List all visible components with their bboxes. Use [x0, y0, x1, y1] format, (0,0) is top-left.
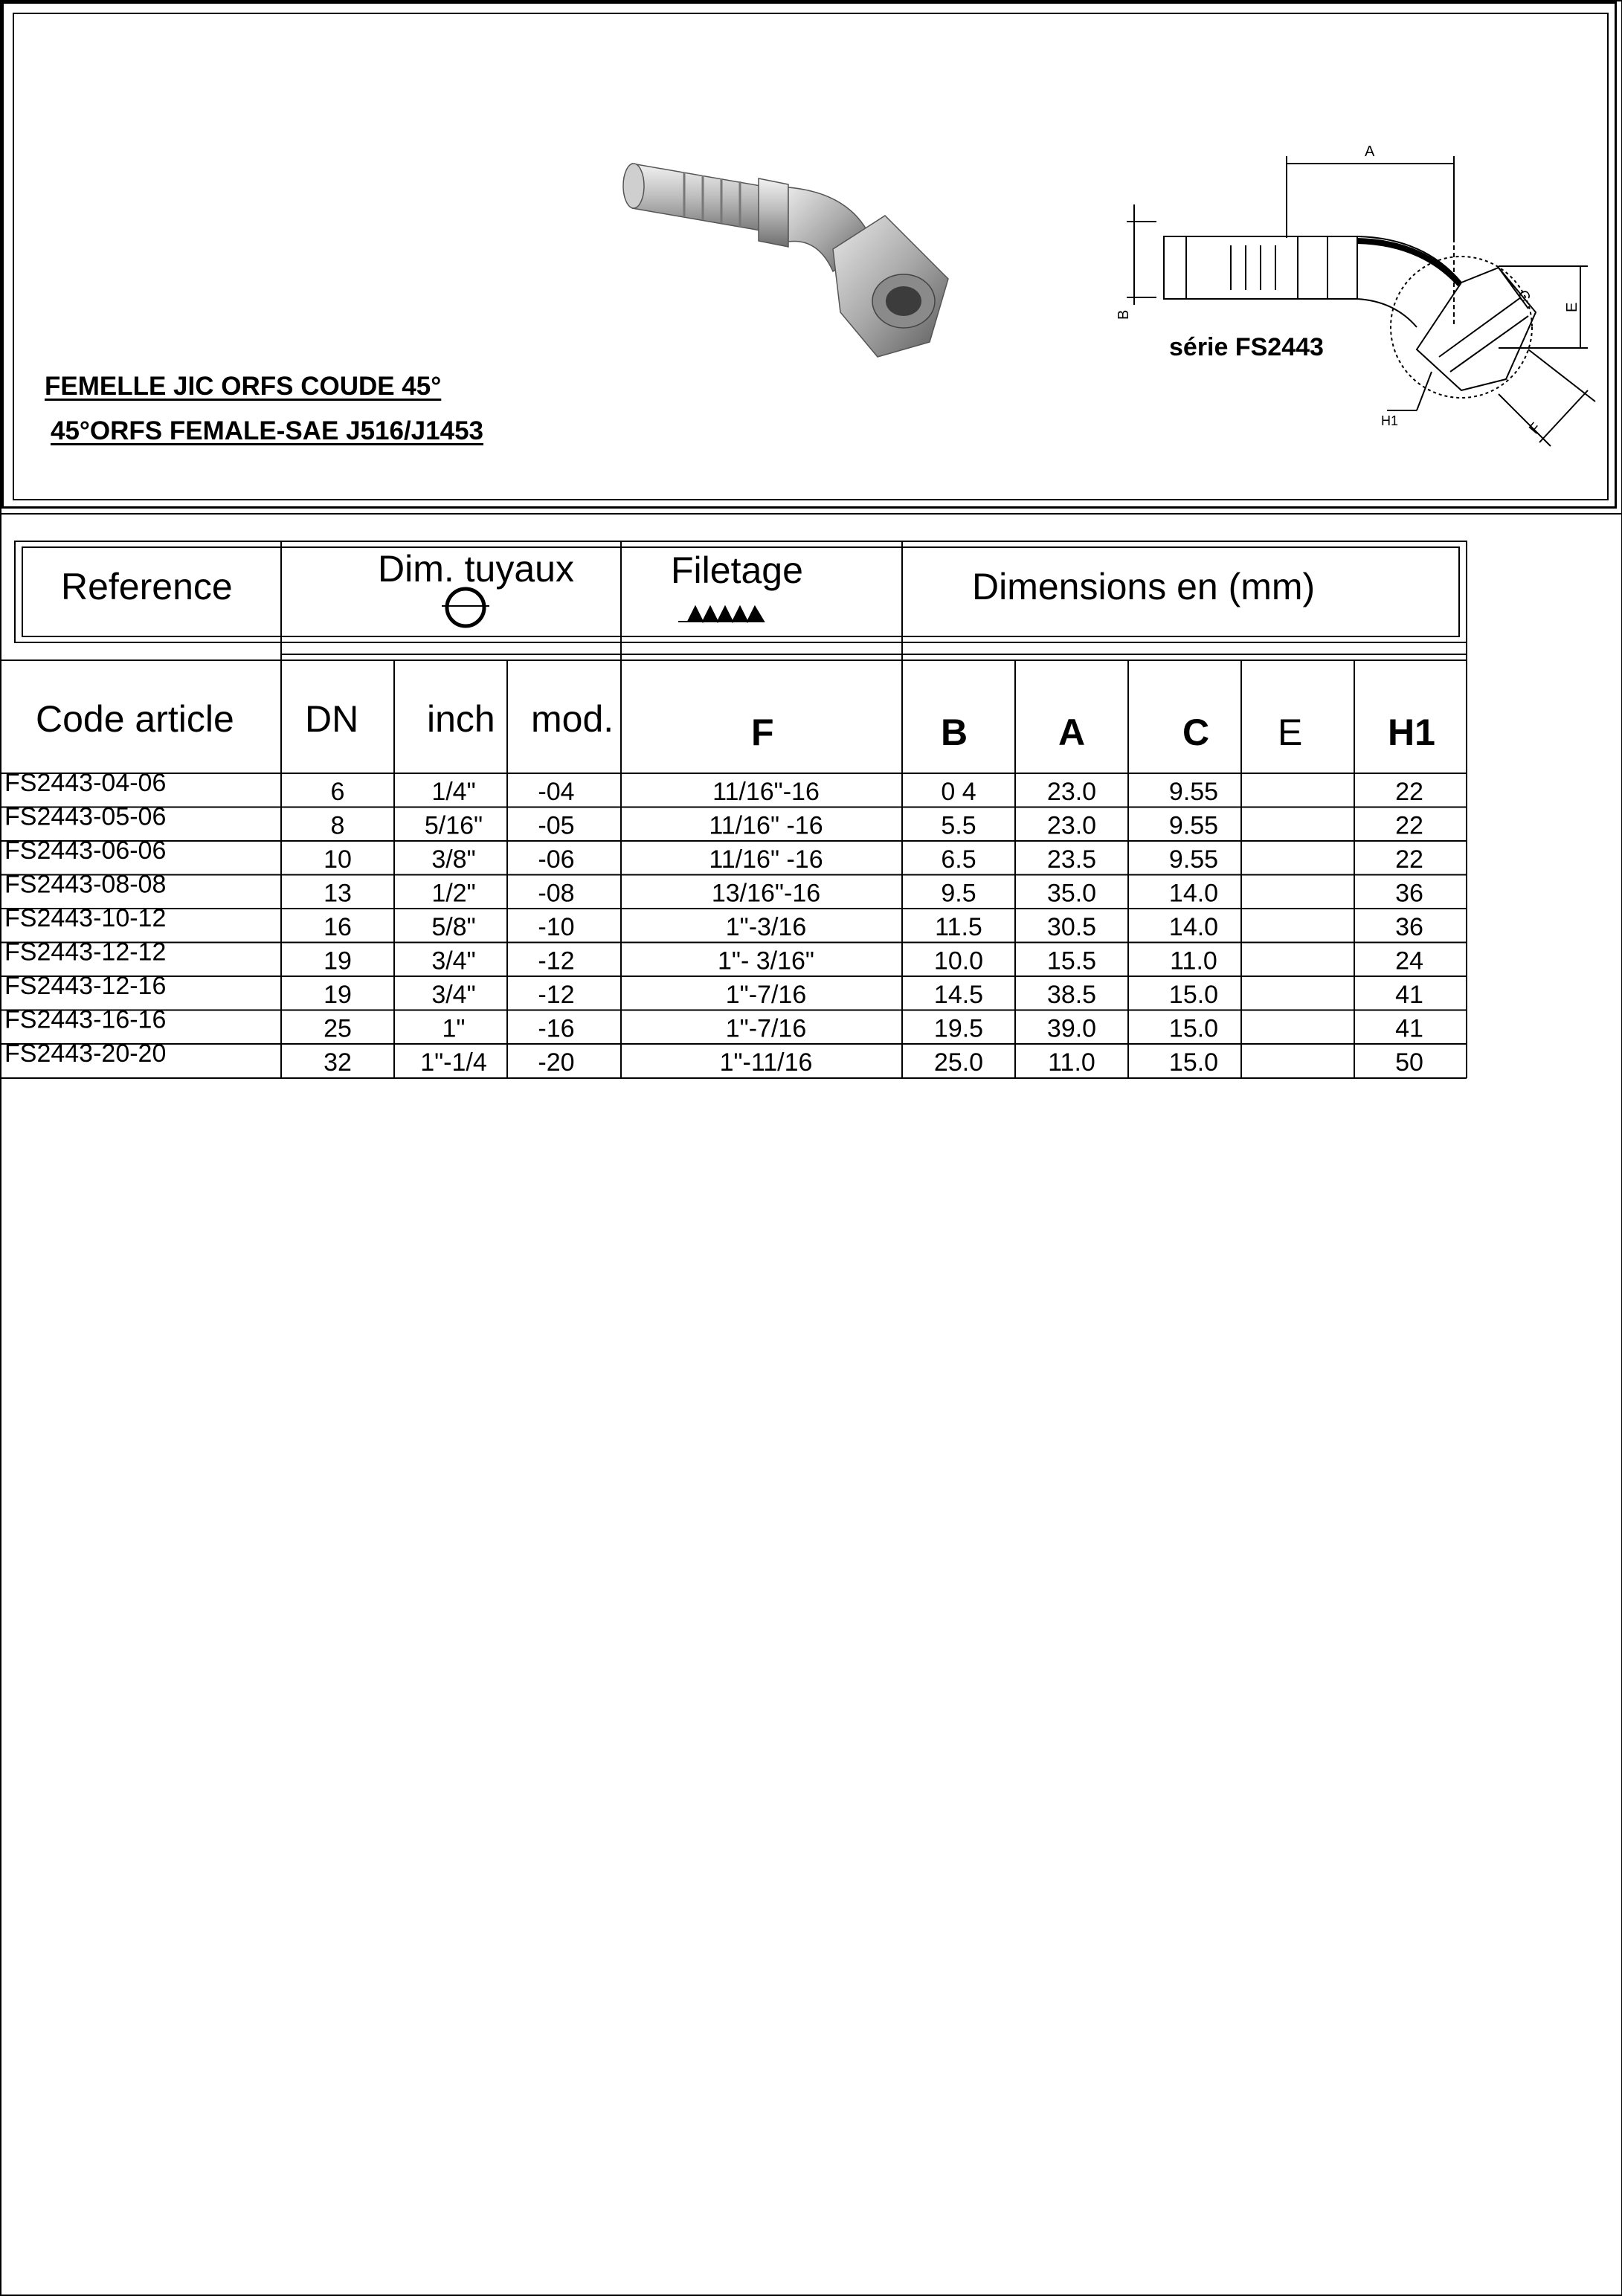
- table-cell: 9.55: [1168, 778, 1219, 806]
- table-cell: 22: [1395, 845, 1423, 874]
- table-cell: 3/8": [431, 845, 476, 874]
- table-cell: 9.55: [1168, 845, 1219, 874]
- table-cell: -12: [538, 947, 575, 976]
- table-cell: 5.5: [941, 811, 976, 840]
- drawing-label-b: B: [1116, 309, 1132, 320]
- table-cell: 19.5: [933, 1014, 984, 1043]
- table-cell: 11.5: [935, 913, 982, 941]
- header-filetage: Filetage: [671, 549, 803, 591]
- table-cell: 1/2": [431, 879, 476, 908]
- thread-icon: [678, 607, 764, 622]
- table-cell: 15.5: [1046, 947, 1097, 976]
- table-cell: 11/16"-16: [712, 778, 820, 806]
- table-cell: 9.55: [1168, 811, 1219, 840]
- table-cell: 14.0: [1168, 879, 1219, 908]
- col-h1: H1: [1388, 712, 1435, 753]
- table-cell: 1/4": [431, 778, 476, 806]
- table-cell: 19: [324, 947, 352, 976]
- table-cell: -04: [538, 778, 575, 806]
- table-cell: 41: [1395, 981, 1423, 1009]
- table-cell: 1"-11/16: [719, 1048, 813, 1077]
- table-cell: 35.0: [1046, 879, 1097, 908]
- table-cell: 5/16": [424, 811, 483, 840]
- table-cell: 13: [324, 879, 352, 908]
- fitting-photo: [617, 119, 959, 387]
- table-cell: 38.5: [1046, 981, 1097, 1009]
- table-cell: 23.5: [1046, 845, 1097, 874]
- table-cell: FS2443-04-06: [4, 769, 167, 797]
- drawing-label-f: F: [1525, 419, 1545, 438]
- table-cell: -16: [538, 1014, 575, 1043]
- table-cell: 13/16"-16: [711, 879, 821, 908]
- table-cell: FS2443-05-06: [4, 802, 167, 831]
- table-cell: FS2443-08-08: [4, 870, 167, 899]
- table-cell: -05: [538, 811, 575, 840]
- table-cell: 15.0: [1168, 981, 1219, 1009]
- title-french: FEMELLE JIC ORFS COUDE 45°: [45, 372, 442, 401]
- table-cell: 1"- 3/16": [718, 947, 814, 976]
- table-cell: 39.0: [1046, 1014, 1097, 1043]
- drawing-label-e: E: [1564, 302, 1580, 312]
- col-mod: mod.: [531, 698, 614, 740]
- table-cell: 0 4: [941, 778, 976, 806]
- col-dn: DN: [305, 698, 359, 740]
- table-cell: FS2443-12-16: [4, 972, 167, 1000]
- section-divider: [0, 513, 1622, 515]
- table-cell: 1"-1/4: [420, 1048, 487, 1077]
- table-cell: 6: [330, 778, 345, 806]
- table-cell: 22: [1395, 778, 1423, 806]
- table-cell: 22: [1395, 811, 1423, 840]
- table-cell: 9.5: [941, 879, 976, 908]
- drawing-label-c: C: [1513, 287, 1534, 306]
- table-cell: 1"-3/16: [725, 913, 807, 941]
- table-cell: 11.0: [1048, 1048, 1095, 1077]
- table-cell: 8: [330, 811, 345, 840]
- table-cell: 14.0: [1168, 913, 1219, 941]
- table-cell: 50: [1395, 1048, 1423, 1077]
- table-cell: -12: [538, 981, 575, 1009]
- table-cell: 3/4": [431, 981, 476, 1009]
- col-inch: inch: [427, 698, 495, 740]
- table-cell: 36: [1395, 879, 1423, 908]
- drawing-label-h1: H1: [1381, 413, 1399, 428]
- title-english: 45°ORFS FEMALE-SAE J516/J1453: [51, 416, 484, 445]
- header-dim-tuyaux: Dim. tuyaux: [378, 548, 574, 590]
- col-code-article: Code article: [36, 698, 234, 740]
- table-cell: 5/8": [431, 913, 476, 941]
- table-cell: 1"-7/16: [725, 1014, 807, 1043]
- technical-drawing: [1112, 134, 1618, 461]
- table-cell: 36: [1395, 913, 1423, 941]
- table-cell: 32: [324, 1048, 352, 1077]
- col-a: A: [1058, 712, 1086, 753]
- table-cell: 16: [324, 913, 352, 941]
- table-cell: -08: [538, 879, 575, 908]
- table-cell: 30.5: [1046, 913, 1097, 941]
- table-cell: 11/16" -16: [709, 845, 823, 874]
- table-cell: 1": [442, 1014, 466, 1043]
- table-cell: 1"-7/16: [725, 981, 807, 1009]
- col-c: C: [1182, 712, 1210, 753]
- table-cell: 6.5: [941, 845, 976, 874]
- table-cell: 23.0: [1046, 778, 1097, 806]
- table-cell: 10.0: [933, 947, 984, 976]
- table-cell: -20: [538, 1048, 575, 1077]
- col-b: B: [941, 712, 968, 753]
- table-cell: FS2443-20-20: [4, 1039, 167, 1068]
- col-f: F: [751, 712, 774, 753]
- table-cell: 10: [324, 845, 352, 874]
- col-e: E: [1278, 712, 1303, 753]
- table-cell: 41: [1395, 1014, 1423, 1043]
- table-cell: FS2443-16-16: [4, 1005, 167, 1034]
- table-cell: 24: [1395, 947, 1423, 976]
- table-cell: 15.0: [1168, 1014, 1219, 1043]
- dimension-table: [0, 535, 1487, 1086]
- table-cell: FS2443-12-12: [4, 938, 167, 967]
- table-cell: 3/4": [431, 947, 476, 976]
- header-dimensions: Dimensions en (mm): [972, 566, 1316, 607]
- table-cell: -06: [538, 845, 575, 874]
- table-cell: 23.0: [1046, 811, 1097, 840]
- table-cell: 14.5: [933, 981, 984, 1009]
- table-cell: FS2443-06-06: [4, 836, 167, 865]
- table-cell: 25.0: [933, 1048, 984, 1077]
- diameter-icon: [447, 589, 484, 626]
- serie-label: série FS2443: [1169, 333, 1324, 361]
- header-reference: Reference: [61, 566, 233, 607]
- table-cell: 11.0: [1170, 947, 1217, 976]
- table-cell: 11/16" -16: [709, 811, 823, 840]
- drawing-label-a: A: [1365, 144, 1375, 160]
- table-cell: 19: [324, 981, 352, 1009]
- table-cell: -10: [538, 913, 575, 941]
- table-cell: 15.0: [1168, 1048, 1219, 1077]
- table-cell: FS2443-10-12: [4, 904, 167, 932]
- table-cell: 25: [324, 1014, 352, 1043]
